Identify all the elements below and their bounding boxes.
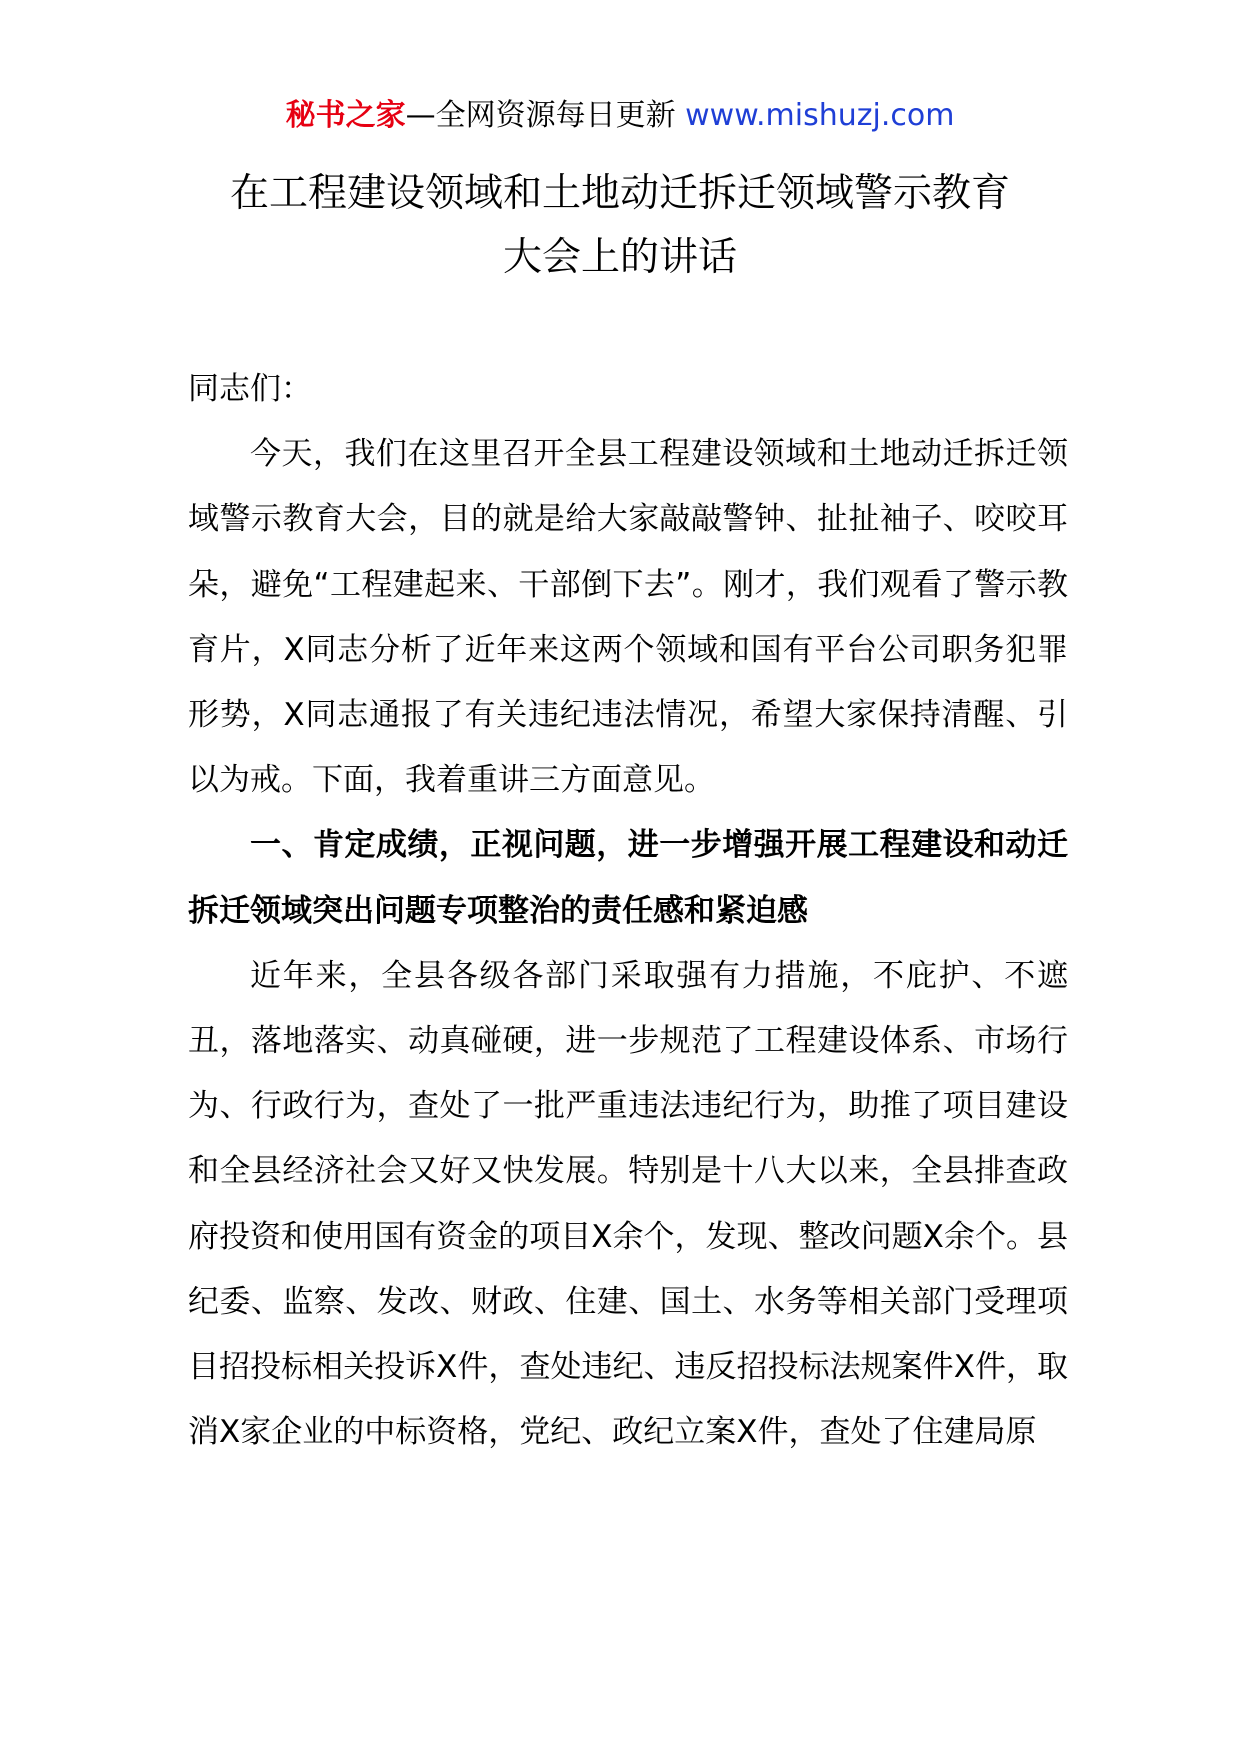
paragraph-opening: 今天，我们在这里召开全县工程建设领域和土地动迁拆迁领域警示教育大会，目的就是给大家敲敲警钟、扯扯袖子、咬咬耳朵，避免“工程建起来、干部倒下去”。刚才，我们观看了警示教育片，X同志分析了近年来这两个领域和国有平台公司职务犯罪形势，X同志通报了有关违纪违法情况，希望大家保持清醒、引以为戒。下面，我着重讲三方面意见。 [188,436,1068,799]
site-slogan: —全网资源每日更新 [405,98,676,133]
paragraph-achievements: 近年来，全县各级各部门采取强有力措施，不庇护、不遮丑，落地落实、动真碰硬，进一步规范了工程建设体系、市场行为、行政行为，查处了一批严重违法违纪行为，助推了项目建设和全县经济社会又好又快发展。特别是十八大以来，全县排查政府投资和使用国有资金的项目X余个，发现、整改问题X余个。县纪委、监察、发改、财政、住建、国土、水务等相关部门受理项目招投标相关投诉X件，查处违纪、违反招投标法规案件X件，取消X家企业的中标资格，党纪、政纪立案X件，查处了住建局原 [188,957,1068,1451]
site-url-link[interactable]: www.mishuzj.com [685,98,955,133]
site-brand: 秘书之家 [285,98,406,133]
section-heading-1: 一、肯定成绩，正视问题，进一步增强开展工程建设和动迁拆迁领域突出问题专项整治的责任感和紧迫感 [188,827,1068,929]
document-body [188,357,1068,1465]
document-title-line-2: 大会上的讲话 [502,235,737,280]
site-header [0,96,1240,136]
document-title-line-1: 在工程建设领域和土地动迁拆迁领域警示教育 [229,171,1010,216]
document-title [0,162,1240,290]
salutation: 同志们： [188,371,312,407]
